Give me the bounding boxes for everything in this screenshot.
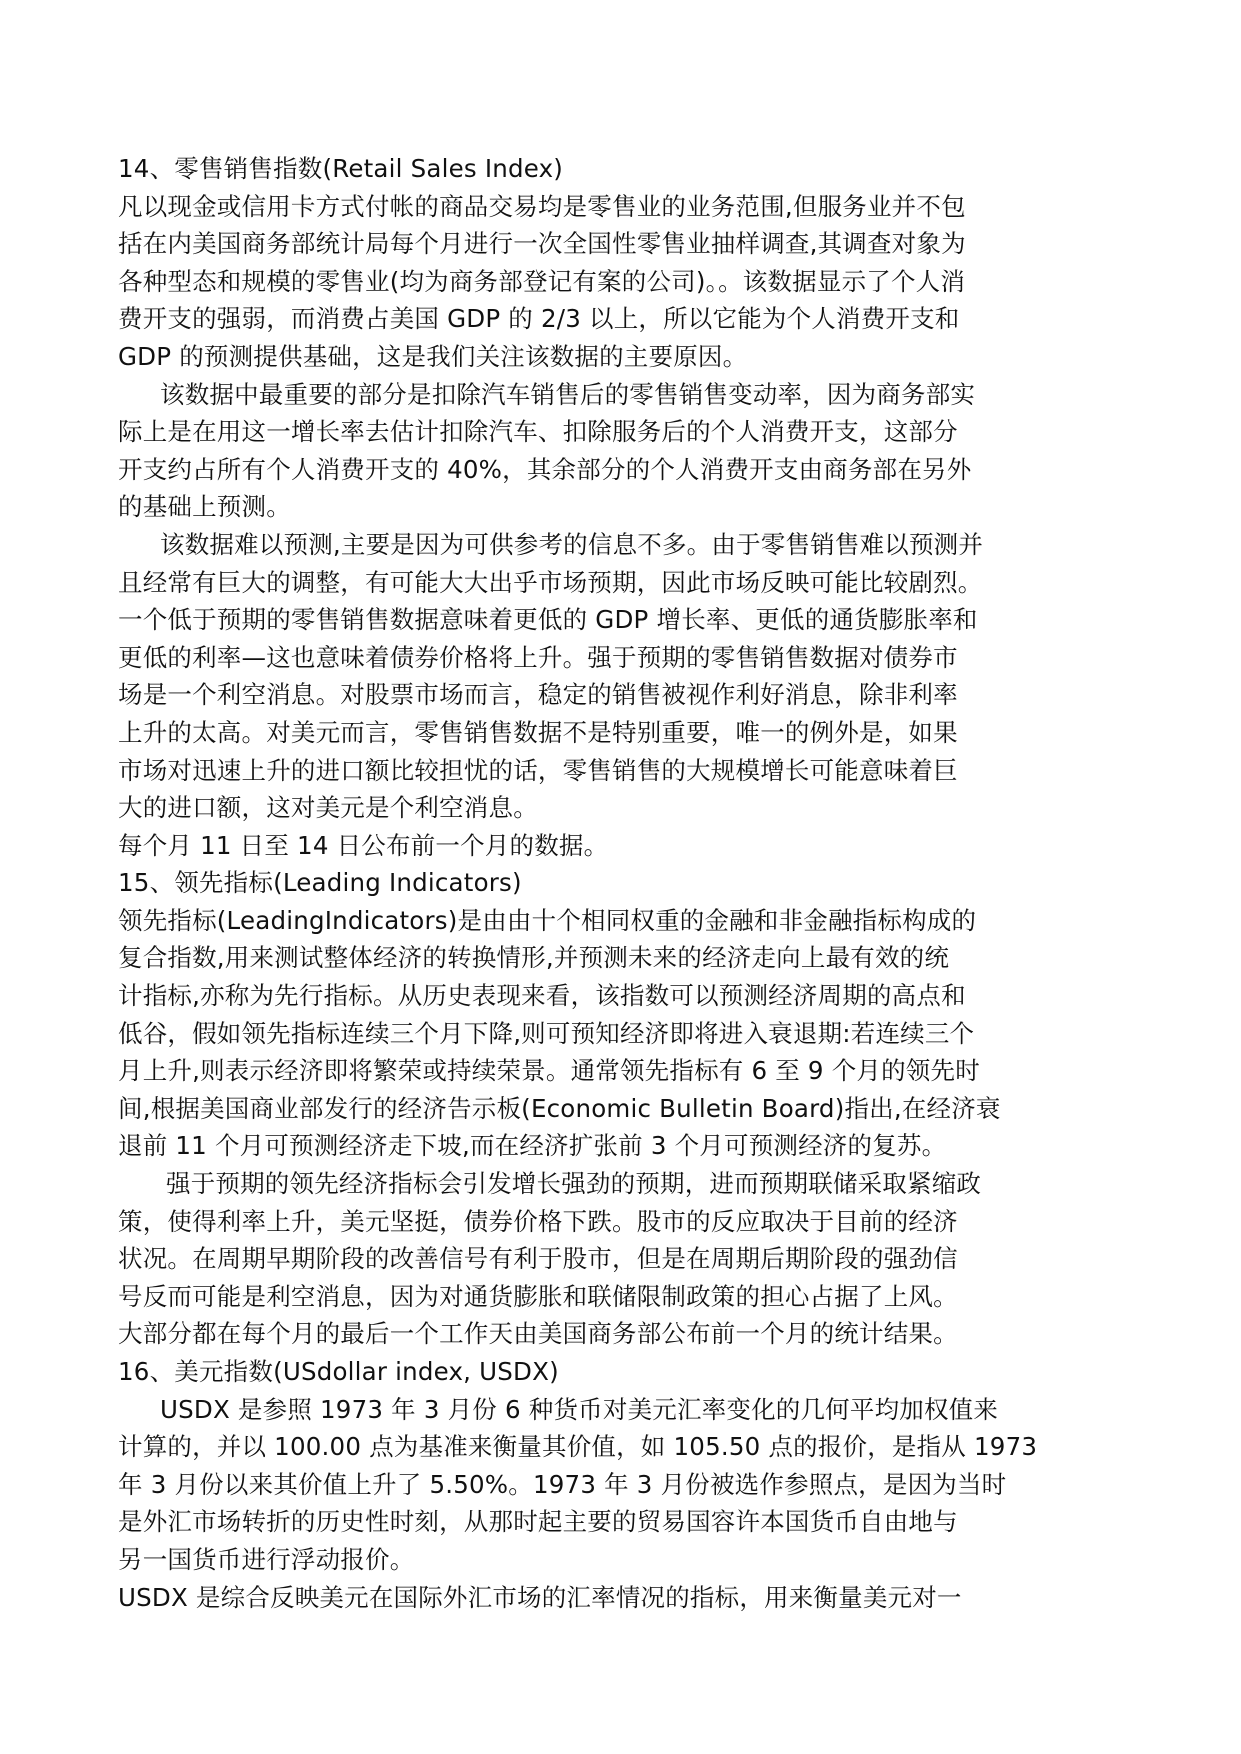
section-heading: 16、美元指数(USdollar index, USDX) <box>118 1357 559 1386</box>
text-line: USDX 是参照 1973 年 3 月份 6 种货币对美元汇率变化的几何平均加权值来 <box>160 1394 999 1424</box>
text-line: 开支约占所有个人消费开支的 40%，其余部分的个人消费开支由商务部在另外 <box>118 454 972 484</box>
text-line: 场是一个利空消息。对股票市场而言，稳定的销售被视作利好消息，除非利率 <box>118 680 958 710</box>
text-line: 每个月 11 日至 14 日公布前一个月的数据。 <box>118 830 609 860</box>
paragraph <box>118 1165 1118 1353</box>
paragraph <box>118 526 1118 827</box>
text-line: 领先指标(LeadingIndicators)是由由十个相同权重的金融和非金融指标构成的 <box>118 905 977 935</box>
text-line: 各种型态和规模的零售业(均为商务部登记有案的公司)。。该数据显示了个人消 <box>118 266 966 296</box>
section-16 <box>118 1353 1118 1616</box>
text-line: 且经常有巨大的调整，有可能大大出乎市场预期，因此市场反映可能比较剧烈。 <box>118 567 983 597</box>
text-line: 计算的，并以 100.00 点为基准来衡量其价值，如 105.50 点的报价，是指从 1973 <box>118 1432 1038 1462</box>
paragraph <box>118 188 1118 376</box>
text-line: USDX 是综合反映美元在国际外汇市场的汇率情况的指标，用来衡量美元对一 <box>118 1582 962 1612</box>
text-line: 状况。在周期早期阶段的改善信号有利于股市，但是在周期后期阶段的强劲信 <box>118 1244 958 1274</box>
text-line: 退前 11 个月可预测经济走下坡,而在经济扩张前 3 个月可预测经济的复苏。 <box>118 1131 947 1161</box>
text-line: 际上是在用这一增长率去估计扣除汽车、扣除服务后的个人消费开支，这部分 <box>118 417 958 447</box>
text-line: 间,根据美国商业部发行的经济告示板(Economic Bulletin Board)指出,在经济衰 <box>118 1093 1001 1123</box>
text-line: 的基础上预测。 <box>118 492 291 522</box>
text-line: 市场对迅速上升的进口额比较担忧的话，零售销售的大规模增长可能意味着巨 <box>118 755 958 785</box>
text-line: 凡以现金或信用卡方式付帐的商品交易均是零售业的业务范围,但服务业并不包 <box>118 191 966 221</box>
text-line: 更低的利率—这也意味着债券价格将上升。强于预期的零售销售数据对债券市 <box>118 642 958 672</box>
text-line: 号反而可能是利空消息，因为对通货膨胀和联储限制政策的担心占据了上风。 <box>118 1281 958 1311</box>
text-line: 计指标,亦称为先行指标。从历史表现来看，该指数可以预测经济周期的高点和 <box>118 981 966 1011</box>
paragraph <box>118 902 1118 1165</box>
text-line: 强于预期的领先经济指标会引发增长强劲的预期，进而预期联储采取紧缩政 <box>166 1169 982 1199</box>
text-line: 年 3 月份以来其价值上升了 5.50%。1973 年 3 月份被选作参照点，是因为当时 <box>118 1469 1007 1499</box>
text-line: 大的进口额，这对美元是个利空消息。 <box>118 793 538 823</box>
text-line: 月上升,则表示经济即将繁荣或持续荣景。通常领先指标有 6 至 9 个月的领先时 <box>118 1056 980 1086</box>
text-line: 策，使得利率上升，美元坚挺，债券价格下跌。股市的反应取决于目前的经济 <box>118 1206 958 1236</box>
text-line: 括在内美国商务部统计局每个月进行一次全国性零售业抽样调查,其调查对象为 <box>118 229 966 259</box>
text-line: 该数据难以预测,主要是因为可供参考的信息不多。由于零售销售难以预测并 <box>160 529 984 559</box>
section-14 <box>118 150 1118 864</box>
text-line: 是外汇市场转折的历史性时刻，从那时起主要的贸易国容许本国货币自由地与 <box>118 1507 958 1537</box>
document-page <box>118 150 1118 1616</box>
paragraph <box>118 1391 1118 1579</box>
text-line: 上升的太高。对美元而言，零售销售数据不是特别重要，唯一的例外是，如果 <box>118 717 958 747</box>
section-15 <box>118 864 1118 1353</box>
text-line: 费开支的强弱，而消费占美国 GDP 的 2/3 以上，所以它能为个人消费开支和 <box>118 304 960 334</box>
paragraph <box>118 376 1118 526</box>
text-line: 复合指数,用来测试整体经济的转换情形,并预测未来的经济走向上最有效的统 <box>118 943 950 973</box>
text-line: GDP 的预测提供基础，这是我们关注该数据的主要原因。 <box>118 341 748 371</box>
text-line: 该数据中最重要的部分是扣除汽车销售后的零售销售变动率，因为商务部实 <box>160 379 976 409</box>
paragraph <box>118 827 1118 865</box>
text-line: 一个低于预期的零售销售数据意味着更低的 GDP 增长率、更低的通货膨胀率和 <box>118 605 978 635</box>
text-line: 大部分都在每个月的最后一个工作天由美国商务部公布前一个月的统计结果。 <box>118 1319 958 1349</box>
text-line: 另一国货币进行浮动报价。 <box>118 1544 415 1574</box>
text-line: 低谷，假如领先指标连续三个月下降,则可预知经济即将进入衰退期:若连续三个 <box>118 1018 975 1048</box>
section-heading: 15、领先指标(Leading Indicators) <box>118 868 522 898</box>
section-heading: 14、零售销售指数(Retail Sales Index) <box>118 154 564 183</box>
paragraph <box>118 1579 1118 1617</box>
